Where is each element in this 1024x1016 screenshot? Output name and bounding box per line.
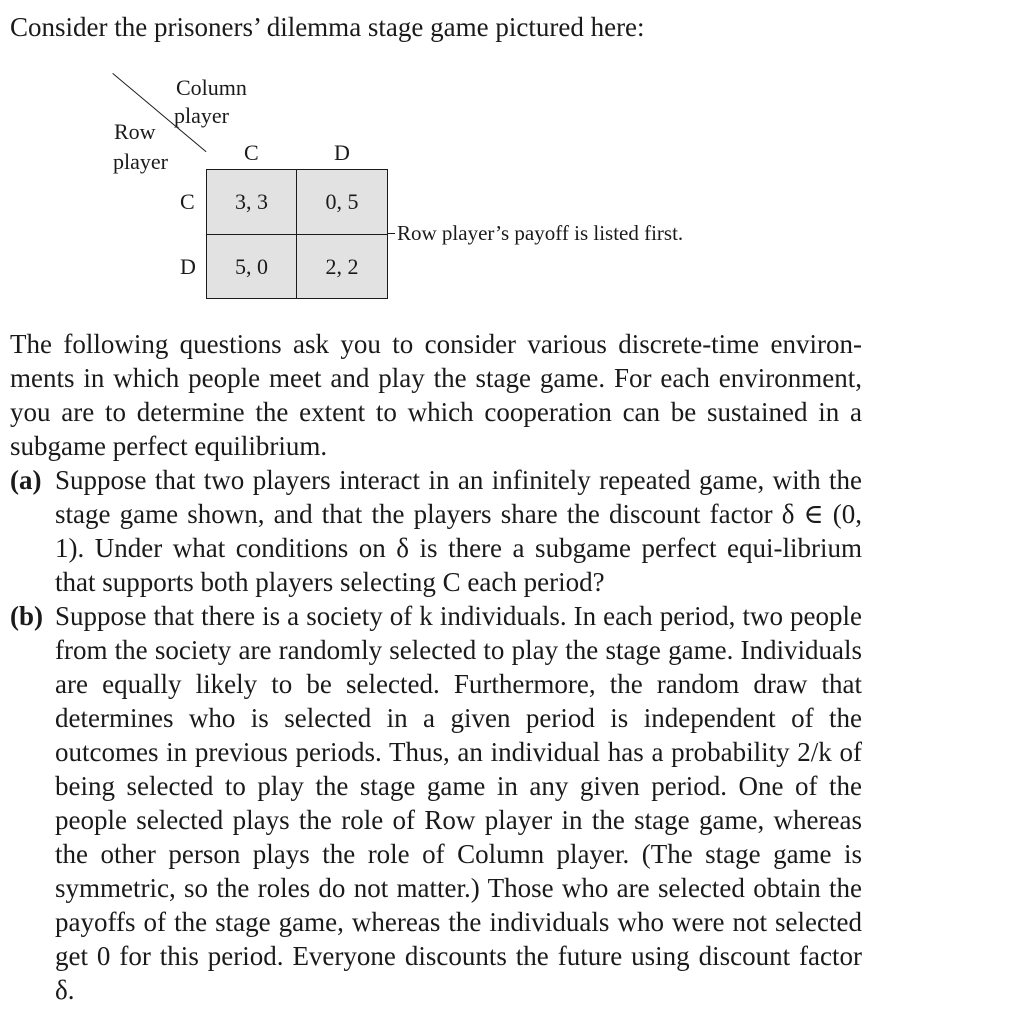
row-strategy-d: D — [180, 254, 196, 279]
col-strategy-d: D — [334, 140, 350, 165]
payoff-cell-dc: 5, 0 — [206, 234, 297, 299]
row-strategy-c: C — [180, 189, 195, 214]
note-leader-line — [388, 233, 395, 234]
intro-paragraph: The following questions ask you to consider various discrete-time environ-ments in which people meet and play the stage game. For each environment, you are to determine the extent to which cooperation can be sustained in a subgame perfect equilibrium. — [10, 329, 862, 461]
payoff-note: Row player’s payoff is listed first. — [397, 221, 684, 245]
row-player-label-line1: Row — [114, 119, 156, 144]
question-a-text: Suppose that two players interact in an infinitely repeated game, with the stage game shown, and that the players share the discount factor δ ∈ (0, 1). Under what conditions on δ is there a subgame perfect equi-librium that supports both players selecting C each period? — [55, 465, 862, 597]
question-body — [10, 327, 862, 1007]
col-strategy-c: C — [244, 140, 259, 165]
intro-text: Consider the prisoners’ dilemma stage game pictured here: — [10, 12, 645, 42]
question-b-text: Suppose that there is a society of k individuals. In each period, two people from the society are randomly selected to play the stage game. Individuals are equally likely to be selected. Furthermore, the random draw that determines who is selected in a given period is independent of the outcomes in previous periods. Thus, an individual has a probability 2/k of being selected to play the stage game in any given period. One of the people selected plays the role of Row player in the stage game, whereas the other person plays the role of Column player. (The stage game is symmetric, so the roles do not matter.) Those who are selected obtain the payoffs of the stage game, whereas the individuals who were not selected get 0 for this period. Everyone discounts the future using discount factor δ. — [55, 601, 862, 1005]
column-player-label-line1: Column — [176, 75, 247, 100]
payoff-cell-dd: 2, 2 — [296, 234, 388, 299]
question-b — [10, 599, 862, 1007]
payoff-cell-cc: 3, 3 — [206, 169, 297, 235]
payoff-matrix-figure — [0, 0, 1024, 320]
question-b-label: (b) — [10, 601, 43, 631]
column-player-label-line2: player — [174, 103, 229, 128]
question-a-label: (a) — [10, 465, 42, 495]
question-a — [10, 463, 862, 599]
row-player-label-line2: player — [113, 149, 168, 174]
payoff-cell-cd: 0, 5 — [296, 169, 388, 235]
